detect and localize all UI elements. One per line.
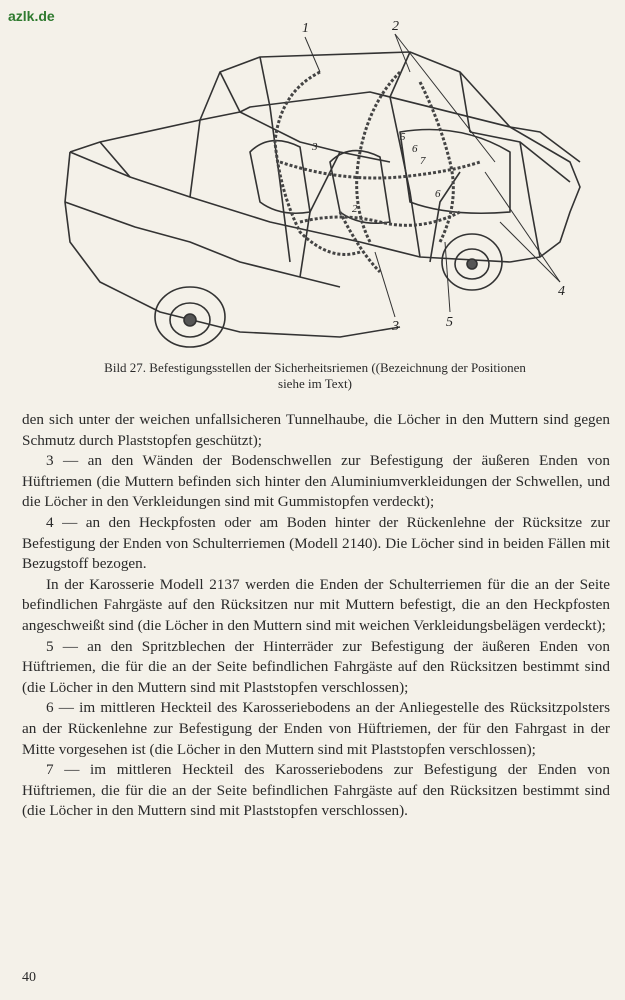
watermark: azlk.de <box>8 8 55 24</box>
paragraph: 3 — an den Wänden der Bodenschwellen zur Befestigung der äußeren Enden von Hüftriemen (die Muttern befinden sich hinter den Aluminiumverkleidungen der Schwellen, und die Löcher in den Verkleidungen sind mit Gummistopfen verdeckt); <box>22 452 610 511</box>
paragraph: den sich unter der weichen unfallsicheren Tunnelhaube, die Löcher in den Muttern sind gegen Schmutz durch Plaststopfen geschützt); <box>22 411 610 449</box>
page-number: 40 <box>22 970 36 985</box>
car-drawing <box>40 12 600 357</box>
caption-line-2: siehe im Text) <box>278 376 352 391</box>
body-text <box>22 410 610 822</box>
paragraph: In der Karosserie Modell 2137 werden die Enden der Schulterriemen für die an der Seite befindlichen Fahrgäste auf den Rücksitzen nur mit Muttern befestigt, die an den Heckpfosten angeschweißt sind (die Löcher in den Muttern sind mit weichen Verkleidungsbelägen verdeckt); <box>22 575 610 634</box>
figure-label-3: 3 <box>392 319 399 334</box>
car-illustration <box>40 12 600 357</box>
inner-label-7: 7 <box>420 155 426 167</box>
inner-label-6a: 6 <box>412 143 418 155</box>
figure-label-1: 1 <box>302 21 309 36</box>
inner-label-2: 2 <box>352 203 358 215</box>
paragraph: 6 — im mittleren Heckteil des Karosseriebodens an der Anliegestelle des Rücksitzpolsters an der Rückenlehne zur Befestigung der Enden von Hüftriemen, der für den Fahrgast in der Mitte vorgesehen ist (die Löcher in den Muttern sind mit Plaststopfen verschlossen); <box>22 699 610 758</box>
paragraph: 5 — an den Spritzblechen der Hinterräder zur Befestigung der äußeren Enden von Hüftriemen, die für die an der Seite befindlichen Fahrgäste auf den Rücksitzen bestimmt sind (die Löcher in den Muttern sind mit Plaststopfen verschlossen); <box>22 637 610 696</box>
inner-label-6b: 6 <box>435 188 441 200</box>
caption-line-1: Bild 27. Befestigungsstellen der Sicherheitsriemen ((Bezeichnung der Positionen <box>104 360 526 375</box>
paragraph: 4 — an den Heckpfosten oder am Boden hinter der Rückenlehne der Rücksitze zur Befestigung der Enden von Schulterriemen (Modell 2140). Die Löcher sind in beiden Fällen mit Bezugstoff bezogen. <box>22 513 610 573</box>
figure-label-2: 2 <box>392 19 399 34</box>
figure-label-4: 4 <box>558 284 565 299</box>
inner-label-5: 5 <box>400 131 406 143</box>
figure-caption <box>40 360 590 392</box>
figure-label-5: 5 <box>446 315 453 330</box>
inner-label-3: 3 <box>312 141 318 153</box>
paragraph: 7 — im mittleren Heckteil des Karosseriebodens zur Befestigung der Enden von Hüftriemen, die für die an der Seite befindlichen Fahrgäste auf den Rücksitzen bestimmt sind (die Löcher in den Muttern sind mit Plaststopfen verschlossen). <box>22 761 610 820</box>
